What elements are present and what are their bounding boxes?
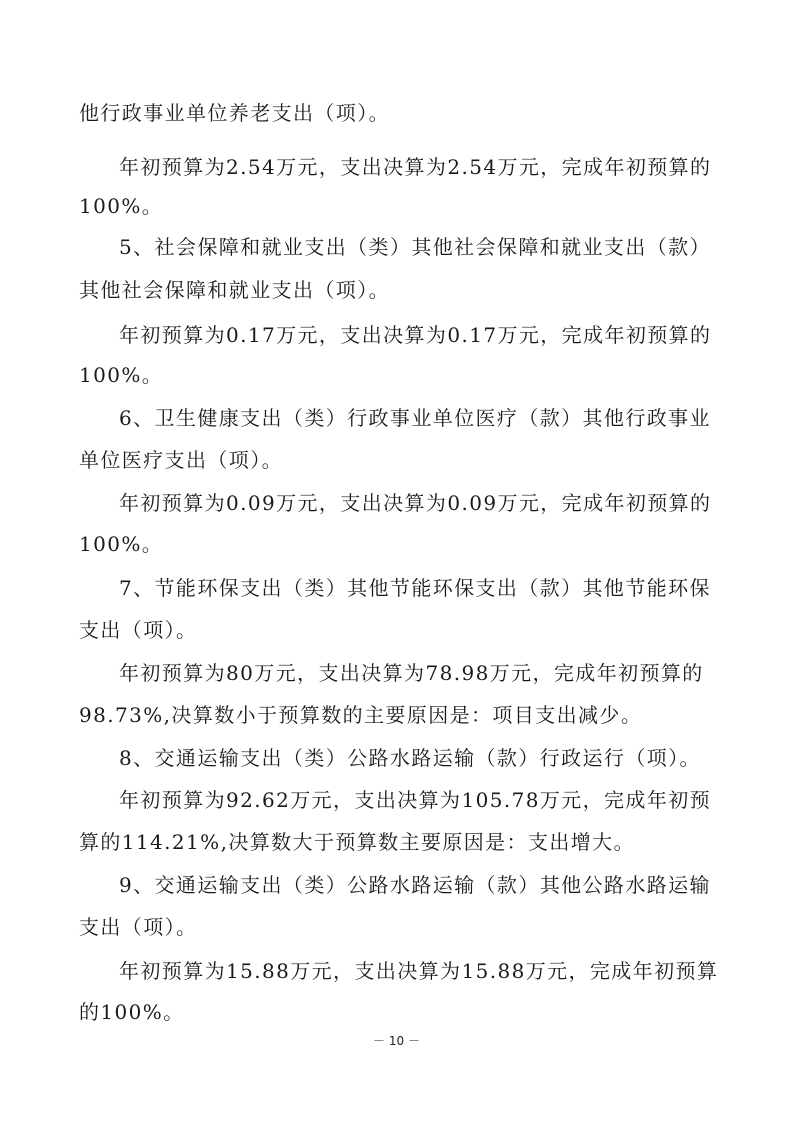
text-line: 100%。 bbox=[79, 194, 164, 218]
text-line: 100%。 bbox=[79, 532, 164, 556]
text-line: 年初预算为2.54万元，支出决算为2.54万元，完成年初预算的 bbox=[119, 155, 712, 179]
text-line: 9、交通运输支出（类）公路水路运输（款）其他公路水路运输 bbox=[119, 873, 711, 897]
text-line: 年初预算为0.09万元，支出决算为0.09万元，完成年初预算的 bbox=[119, 491, 712, 515]
text-line: 98.73%,决算数小于预算数的主要原因是：项目支出减少。 bbox=[79, 703, 643, 727]
text-line: 算的114.21%,决算数大于预算数主要原因是：支出增大。 bbox=[79, 830, 635, 854]
text-line: 支出（项）。 bbox=[79, 915, 198, 939]
text-line: 年初预算为80万元，支出决算为78.98万元，完成年初预算的 bbox=[119, 661, 704, 685]
text-line: 7、节能环保支出（类）其他节能环保支出（款）其他节能环保 bbox=[119, 576, 711, 600]
text-line: 年初预算为92.62万元，支出决算为105.78万元，完成年初预 bbox=[119, 788, 712, 812]
text-line: 年初预算为15.88万元，支出决算为15.88万元，完成年初预算 bbox=[119, 959, 719, 983]
text-line: 其他社会保障和就业支出（项）。 bbox=[79, 278, 390, 302]
text-line: 6、卫生健康支出（类）行政事业单位医疗（款）其他行政事业 bbox=[119, 406, 711, 430]
text-line: 单位医疗支出（项）。 bbox=[79, 448, 283, 472]
text-line: 支出（项）。 bbox=[79, 618, 198, 642]
text-line: 年初预算为0.17万元，支出决算为0.17万元，完成年初预算的 bbox=[119, 323, 712, 347]
text-line: 8、交通运输支出（类）公路水路运输（款）行政运行（项）。 bbox=[119, 746, 701, 770]
text-line: 100%。 bbox=[79, 363, 164, 387]
text-line: 他行政事业单位养老支出（项）。 bbox=[79, 101, 390, 125]
text-line: 5、社会保障和就业支出（类）其他社会保障和就业支出（款） bbox=[119, 235, 711, 259]
text-line: 的100%。 bbox=[79, 1000, 185, 1024]
page-number: － 10 － bbox=[373, 1034, 420, 1048]
